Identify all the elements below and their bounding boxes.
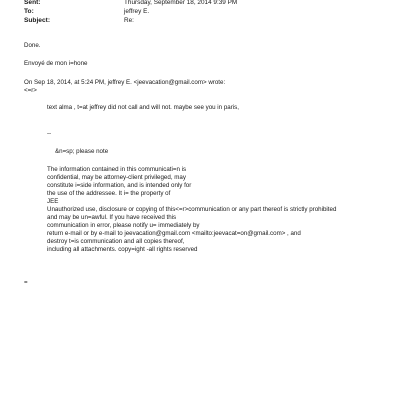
header-sent-row <box>24 0 384 7</box>
disclaimer-line: constitute i=side information, and is intended only for <box>47 182 192 189</box>
disclaimer-line: JEE <box>47 198 59 205</box>
subject-value: Re: <box>124 17 134 24</box>
disclaimer-line: The information contained in this communicati=n is <box>47 166 187 173</box>
to-label: To: <box>24 8 34 15</box>
disclaimer-line: the use of the addressee. It i= the property of <box>47 190 171 197</box>
trailing-char: = <box>24 279 28 286</box>
note-line: &n=sp; please note <box>55 148 109 155</box>
sent-value: Thursday, September 18, 2014 9:39 PM <box>124 0 238 6</box>
disclaimer-line: Unauthorized use, disclosure or copying of this<=r>communication or any part thereof is strictly prohibited <box>47 206 337 213</box>
disclaimer-line: and may be un=awful. If you have received this <box>47 214 177 221</box>
disclaimer-line: destroy t=is communication and all copies thereof, <box>47 238 185 245</box>
disclaimer-line: confidential, may be attorney-client privileged, may <box>47 174 186 181</box>
disclaimer-line: return e-mail or by e-mail to jeevacation@gmail.com <mailto:jeevacat=on@gmail.com> , and <box>47 230 301 237</box>
sent-label: Sent: <box>24 0 41 6</box>
header-to-row <box>24 8 384 16</box>
disclaimer-line: including all attachments. copy=ight -all rights reserved <box>47 246 198 253</box>
quoted-text: text alma , t=at jeffrey did not call and will not. maybe see you in paris, <box>47 104 239 111</box>
quote-marker: <=r> <box>24 87 37 94</box>
subject-label: Subject: <box>24 17 51 24</box>
quote-intro: On Sep 18, 2014, at 5:24 PM, jeffrey E. <jeevacation@gmail.com> wrote: <box>24 79 226 86</box>
signature-text: Envoyé de mon i=hone <box>24 60 88 67</box>
header-subject-row <box>24 17 384 25</box>
to-value: jeffrey E. <box>124 8 150 15</box>
disclaimer-line: communication in error, please notify u= immediately by <box>47 222 200 229</box>
dash-separator: -- <box>47 130 52 137</box>
reply-text: Done. <box>24 42 41 49</box>
